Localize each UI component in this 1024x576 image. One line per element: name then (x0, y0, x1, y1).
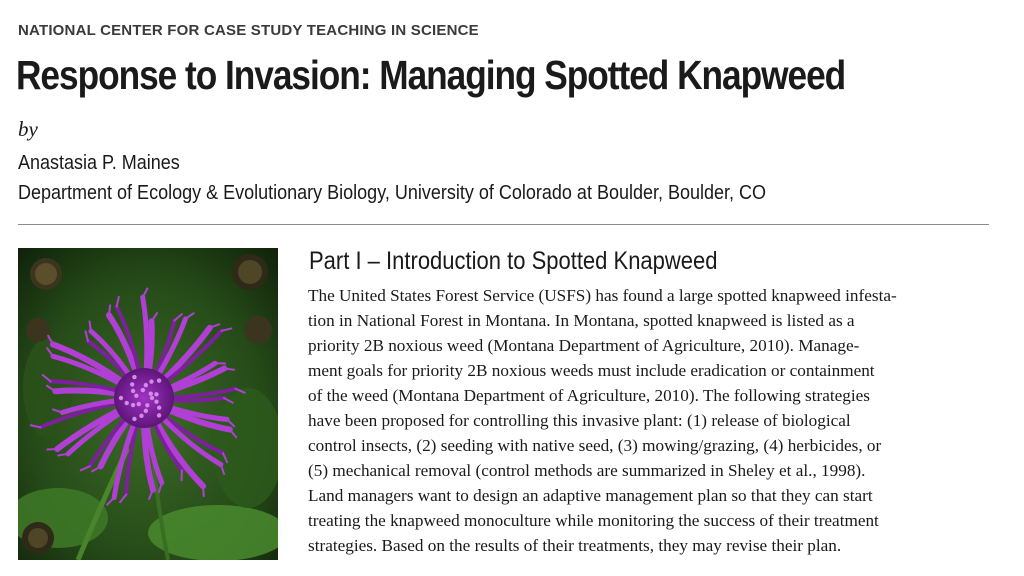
stamen (131, 403, 135, 407)
stamen (154, 392, 158, 396)
stamen (157, 413, 161, 417)
stamen (149, 391, 153, 395)
body-line: treating the knapweed monoculture while monitoring the success of their treatment (308, 511, 879, 530)
page-title: Response to Invasion: Managing Spotted Knapweed (16, 52, 846, 98)
body-line: Land managers want to design an adaptive management plan so that they can start (308, 486, 873, 505)
body-line: ment goals for priority 2B noxious weeds must include eradication or containment (308, 361, 875, 380)
author-name: Anastasia P. Maines (18, 152, 180, 174)
body-line: have been proposed for controlling this invasive plant: (1) release of biological (308, 411, 851, 430)
stamen (157, 406, 161, 410)
petal-tip (109, 305, 110, 315)
stamen (150, 396, 154, 400)
stamen (130, 382, 134, 386)
body-line: tion in National Forest in Montana. In Montana, spotted knapweed is listed as a (308, 311, 855, 330)
stamen (132, 375, 136, 379)
byline-prefix: by (18, 117, 38, 141)
body-line: strategies. Based on the results of their treatments, they may revise their plan. (308, 536, 842, 555)
stamen (139, 414, 143, 418)
knapweed-flower-photo (18, 248, 278, 560)
stamen (144, 383, 148, 387)
body-line: The United States Forest Service (USFS) has found a large spotted knapweed infesta- (308, 286, 897, 305)
stamen (125, 401, 129, 405)
stamen (149, 379, 153, 383)
body-line: control insects, (2) seeding with native seed, (3) mowing/grazing, (4) herbicides, or (308, 436, 882, 455)
section-heading: Part I – Introduction to Spotted Knapweed (309, 247, 718, 275)
stamen (119, 396, 123, 400)
stamen (141, 388, 145, 392)
petal-tip (203, 486, 204, 496)
header-divider (18, 224, 989, 225)
stamen (145, 403, 149, 407)
stamen (144, 409, 148, 413)
petal-tip (47, 449, 57, 450)
stamen (154, 399, 158, 403)
petal-tip (224, 368, 234, 369)
stamen (134, 394, 138, 398)
body-line: of the weed (Montana Department of Agriculture, 2010). The following strategies (308, 386, 870, 405)
body-line: (5) mechanical removal (control methods are summarized in Sheley et al., 1998). (308, 461, 866, 480)
organization-name: NATIONAL CENTER FOR CASE STUDY TEACHING IN SCIENCE (18, 22, 479, 39)
stamen (132, 417, 136, 421)
stamen (157, 378, 161, 382)
author-affiliation: Department of Ecology & Evolutionary Biology, University of Colorado at Boulder, Boulder, CO (18, 182, 767, 204)
body-line: priority 2B noxious weed (Montana Department of Agriculture, 2010). Manage- (308, 336, 860, 355)
stamen (131, 389, 135, 393)
stamen (137, 402, 141, 406)
section-body (308, 283, 988, 558)
